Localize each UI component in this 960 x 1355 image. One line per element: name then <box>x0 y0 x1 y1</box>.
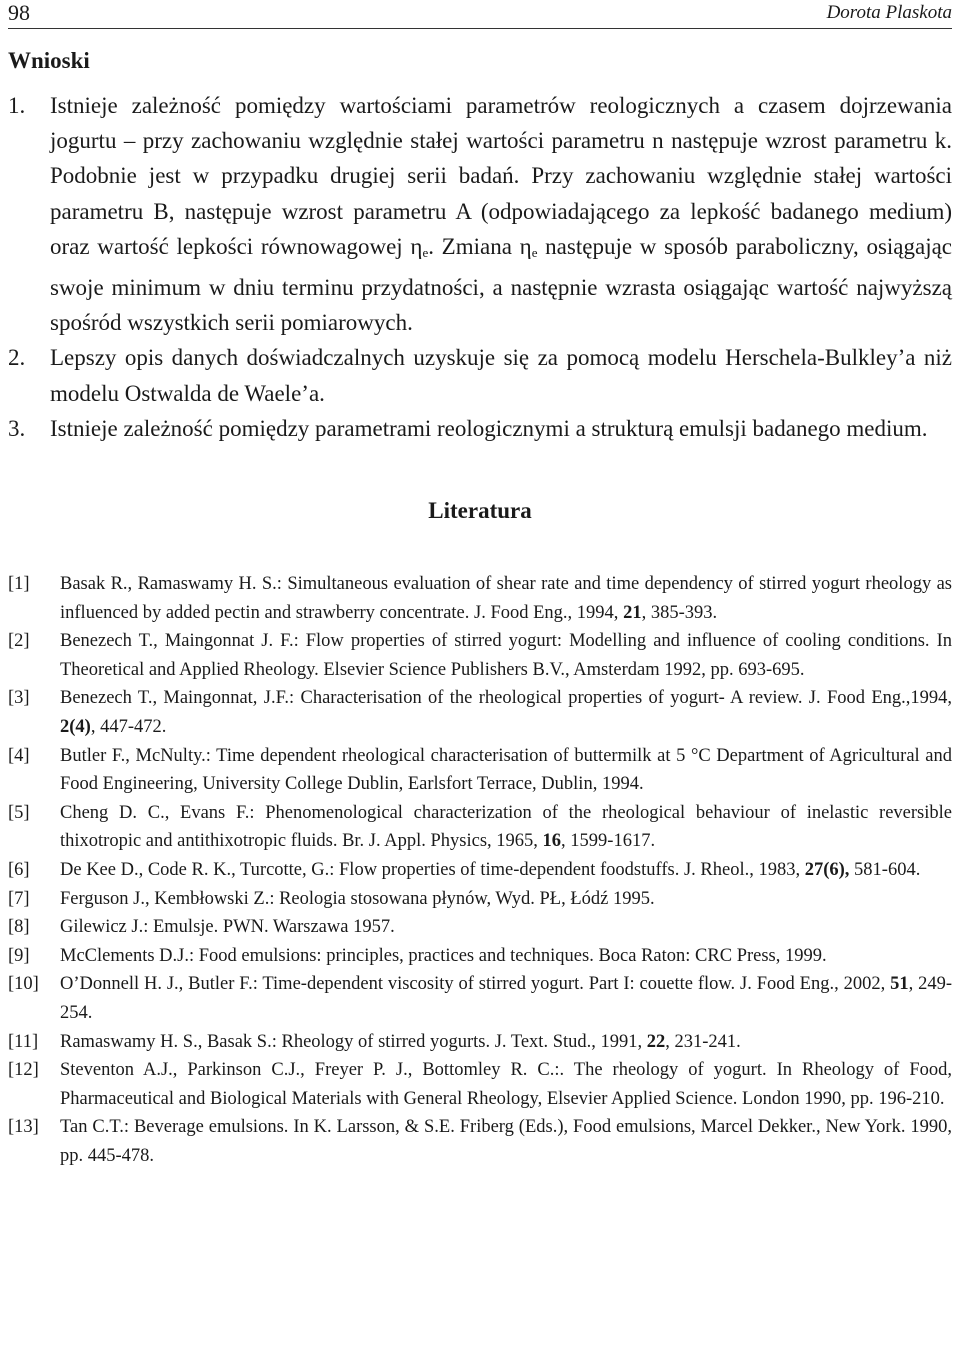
conclusion-text: Istnieje zależność pomiędzy parametrami reologicznymi a strukturą emulsji badanego medium. <box>50 415 928 441</box>
reference-item <box>8 1113 952 1170</box>
reference-volume: 51 <box>890 974 909 995</box>
reference-item <box>8 885 952 914</box>
reference-volume: 16 <box>542 831 562 852</box>
reference-item <box>8 1028 952 1057</box>
reference-number: [7] <box>8 888 30 909</box>
reference-item <box>8 570 952 627</box>
reference-text: Steventon A.J., Parkinson C.J., Freyer P. J., Bottomley R. C.:. The rheology of yogurt. In Rheology of Food, Pharmaceutical and Biological Materials with General Rheology, Elsevier Applied Science. London 1990, pp. 196-210. <box>60 1060 952 1109</box>
conclusion-item <box>8 88 952 340</box>
reference-item <box>8 1056 952 1113</box>
reference-item <box>8 742 952 799</box>
conclusion-item <box>8 340 952 410</box>
conclusion-text: następuje w sposób paraboliczny, osiągając swoje minimum w dniu terminu przydatności, a następnie wzrasta osiągając wartość najwyższą spośród wszystkich serii pomiarowych. <box>50 233 953 336</box>
reference-pages: , 249-254. <box>60 974 952 1023</box>
reference-text: Cheng D. C., Evans F.: Phenomenological characterization of the rheological behaviour of inelastic reversible thixotropic and antithixotropic fluids. Br. J. Appl. Physics, 1965, <box>60 802 952 852</box>
conclusions-list <box>8 88 952 446</box>
reference-item <box>8 799 952 856</box>
reference-number: [5] <box>8 802 30 823</box>
page-header <box>8 0 952 29</box>
reference-volume: 22 <box>646 1031 666 1052</box>
reference-number: [3] <box>8 688 30 709</box>
reference-text: Benezech T., Maingonnat, J.F.: Characterisation of the rheological properties of yogurt- A review. J. Food Eng.,1994, <box>60 688 952 709</box>
conclusion-item <box>8 411 952 446</box>
reference-number: [2] <box>8 631 30 652</box>
eta-subscript: e <box>531 244 538 260</box>
reference-item <box>8 942 952 971</box>
reference-number: [13] <box>8 1117 39 1138</box>
reference-pages: , 447-472. <box>90 717 167 737</box>
conclusions-heading: Wnioski <box>8 48 90 73</box>
eta-subscript: e <box>422 244 429 260</box>
reference-pages: , 1599-1617. <box>561 831 656 852</box>
reference-number: [8] <box>8 917 30 938</box>
reference-pages: 581-604. <box>849 859 921 880</box>
reference-number: [1] <box>8 574 30 595</box>
reference-text: McClements D.J.: Food emulsions: principles, practices and techniques. Boca Raton: CRC Press, 1999. <box>60 945 827 966</box>
reference-item <box>8 913 952 942</box>
reference-text: O’Donnell H. J., Butler F.: Time-dependent viscosity of stirred yogurt. Part I: couette flow. J. Food Eng., 2002, <box>60 974 891 995</box>
references-list <box>8 570 952 1170</box>
reference-text: Butler F., McNulty.: Time dependent rheological characterisation of buttermilk at 5 °C Department of Agricultural and Food Engineering, University College Dublin, Earlsfort Terrace, Dublin, 1994. <box>60 745 952 795</box>
reference-pages: , 231-241. <box>665 1031 741 1052</box>
reference-item <box>8 856 952 885</box>
page-number: 98 <box>8 0 30 25</box>
conclusion-text: . Zmiana η <box>428 233 532 259</box>
reference-text: Benezech T., Maingonnat J. F.: Flow properties of stirred yogurt: Modelling and influence of cooling conditions. In Theoretical and Applied Rheology. Elsevier Science Publishers B.V., Amsterdam 1992, pp. 693-695. <box>60 631 952 680</box>
reference-number: [9] <box>8 945 30 966</box>
reference-number: [12] <box>8 1060 39 1081</box>
reference-number: [4] <box>8 745 30 766</box>
reference-text: De Kee D., Code R. K., Turcotte, G.: Flow properties of time-dependent foodstuffs. J. Rheol., 1983, <box>60 859 805 880</box>
reference-volume: 27(6), <box>804 859 850 880</box>
literature-heading: Literatura <box>428 498 532 524</box>
conclusion-number: 1. <box>8 93 26 118</box>
reference-pages: , 385-393. <box>641 602 718 623</box>
conclusion-number: 2. <box>8 345 26 371</box>
conclusion-text: Istnieje zależność pomiędzy wartościami parametrów reologicznych a czasem dojrzewania jogurtu – przy zachowaniu względnie stałej wartości parametru n następuje wzrost parametru k. Podobnie jest w przypadku drugiej serii badań. Przy zachowaniu względnie stałej wartości parametru B, następuje wzrost parametru A (odpowiadającego za lepkość badanego medium) oraz wartość lepkości równowagowej η <box>50 93 952 259</box>
reference-text: Gilewicz J.: Emulsje. PWN. Warszawa 1957. <box>60 917 395 938</box>
reference-number: [6] <box>8 859 30 880</box>
reference-item <box>8 627 952 684</box>
reference-volume: 21 <box>623 602 642 623</box>
reference-number: [11] <box>8 1031 39 1052</box>
running-head-author: Dorota Plaskota <box>826 2 952 23</box>
reference-text: Tan C.T.: Beverage emulsions. In K. Larsson, & S.E. Friberg (Eds.), Food emulsions, Marcel Dekker., New York. 1990, pp. 445-478. <box>60 1117 952 1166</box>
document-page <box>8 0 952 1171</box>
reference-item <box>8 970 952 1027</box>
reference-volume: 2(4) <box>60 717 91 737</box>
reference-number: [10] <box>8 974 39 995</box>
reference-text: Ferguson J., Kembłowski Z.: Reologia stosowana płynów, Wyd. PŁ, Łódź 1995. <box>60 888 655 909</box>
reference-text: Ramaswamy H. S., Basak S.: Rheology of stirred yogurts. J. Text. Stud., 1991, <box>60 1031 647 1052</box>
reference-text: Basak R., Ramaswamy H. S.: Simultaneous evaluation of shear rate and time dependency of stirred yogurt rheology as influenced by added pectin and strawberry concentrate. J. Food Eng., 1994, <box>60 574 952 623</box>
reference-item <box>8 684 952 741</box>
conclusion-text: Lepszy opis danych doświadczalnych uzyskuje się za pomocą modelu Herschela-Bulkley’a niż modelu Ostwalda de Waele’a. <box>50 345 952 406</box>
conclusion-number: 3. <box>8 415 26 441</box>
